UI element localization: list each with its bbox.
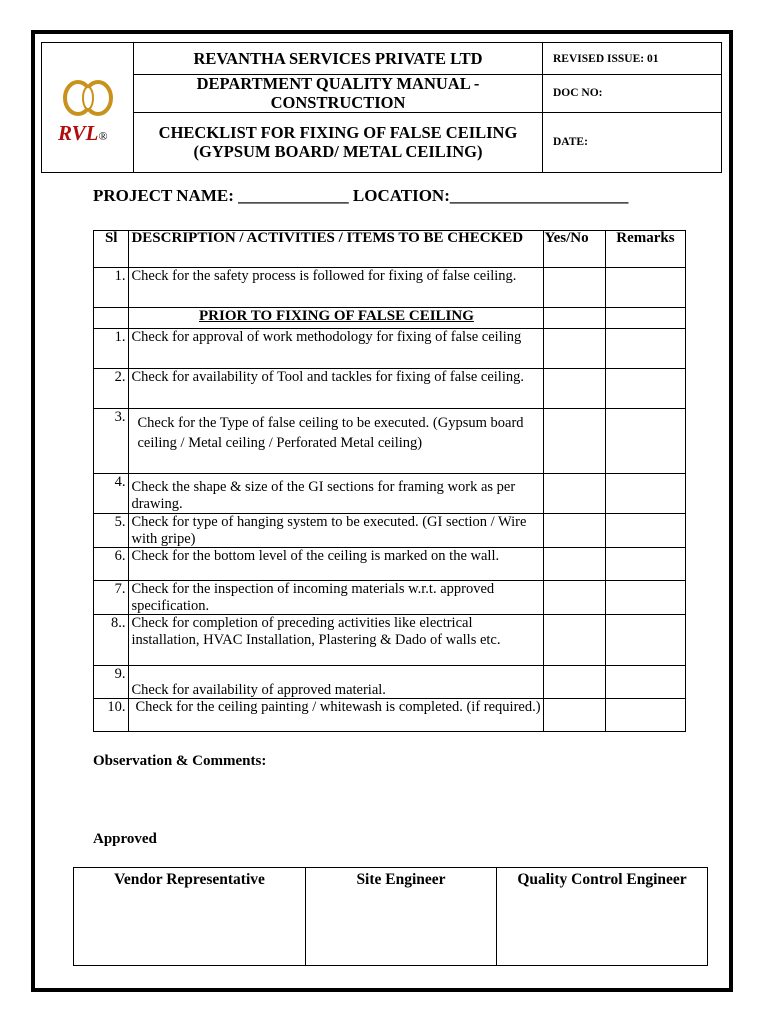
remarks-cell[interactable] — [605, 615, 685, 666]
yes-no-cell[interactable] — [544, 514, 605, 548]
yes-no-cell[interactable] — [544, 409, 605, 474]
signature-qc-engineer[interactable]: Quality Control Engineer — [497, 868, 708, 966]
approved-label: Approved — [93, 831, 157, 847]
section-row — [94, 308, 686, 329]
yes-no-cell[interactable] — [544, 369, 605, 409]
row-description: Check for the Type of false ceiling to be executed. (Gypsum board ceiling / Metal ceiling / Perforated Metal ceiling) — [129, 409, 544, 474]
section-title: PRIOR TO FIXING OF FALSE CEILING — [129, 308, 544, 329]
row-description: Check for the ceiling painting / whitewash is completed. (if required.) — [129, 699, 544, 732]
row-description: Check for the safety process is followed for fixing of false ceiling. — [129, 268, 544, 308]
company-logo-icon — [50, 77, 126, 119]
row-description: Check for availability of Tool and tackles for fixing of false ceiling. — [129, 369, 544, 409]
row-sl: 1. — [94, 329, 129, 369]
remarks-cell[interactable] — [605, 369, 685, 409]
manual-title: DEPARTMENT QUALITY MANUAL - CONSTRUCTION — [196, 74, 480, 112]
signature-table — [73, 867, 708, 966]
signature-site-engineer[interactable]: Site Engineer — [306, 868, 497, 966]
row-sl: 1. — [94, 268, 129, 308]
table-row — [94, 615, 686, 666]
table-row — [94, 329, 686, 369]
row-sl: 8.. — [94, 615, 129, 666]
row-sl: 2. — [94, 369, 129, 409]
table-row — [94, 474, 686, 514]
row-sl: 10. — [94, 699, 129, 732]
table-row — [94, 548, 686, 581]
table-row — [94, 699, 686, 732]
signature-vendor[interactable]: Vendor Representative — [74, 868, 306, 966]
table-row — [94, 409, 686, 474]
header-title-column — [134, 43, 543, 172]
remarks-cell[interactable] — [605, 329, 685, 369]
header-yes-no: Yes/No — [544, 231, 605, 268]
row-sl: 6. — [94, 548, 129, 581]
remarks-cell[interactable] — [605, 514, 685, 548]
table-row — [94, 666, 686, 699]
row-sl: 9. — [94, 666, 129, 699]
yes-no-cell[interactable] — [544, 615, 605, 666]
remarks-cell[interactable] — [605, 548, 685, 581]
row-sl: 3. — [94, 409, 129, 474]
remarks-cell[interactable] — [605, 268, 685, 308]
yes-no-cell[interactable] — [544, 581, 605, 615]
observation-label: Observation & Comments: — [93, 753, 267, 769]
row-description: Check for the inspection of incoming materials w.r.t. approved specification. — [129, 581, 544, 615]
yes-no-cell[interactable] — [544, 699, 605, 732]
remarks-cell[interactable] — [605, 474, 685, 514]
yes-no-cell[interactable] — [544, 548, 605, 581]
row-description: Check for type of hanging system to be executed. (GI section / Wire with gripe) — [129, 514, 544, 548]
company-name: REVANTHA SERVICES PRIVATE LTD — [193, 49, 483, 68]
header-sl: Sl — [94, 231, 129, 268]
row-sl: 7. — [94, 581, 129, 615]
checklist-title-line2: (GYPSUM BOARD/ METAL CEILING) — [193, 142, 483, 161]
row-description: Check for availability of approved material. — [129, 666, 544, 699]
doc-no: DOC NO: — [553, 87, 603, 99]
revised-issue: REVISED ISSUE: 01 — [553, 52, 659, 65]
yes-no-cell[interactable] — [544, 329, 605, 369]
table-row — [94, 581, 686, 615]
row-description: Check the shape & size of the GI sections for framing work as per drawing. — [129, 474, 544, 514]
remarks-cell[interactable] — [605, 409, 685, 474]
table-header-row — [94, 231, 686, 268]
logo-cell — [42, 43, 134, 172]
yes-no-cell[interactable] — [544, 474, 605, 514]
checklist-title — [134, 112, 542, 172]
table-row — [94, 369, 686, 409]
yes-no-cell[interactable] — [544, 268, 605, 308]
remarks-cell[interactable] — [605, 699, 685, 732]
yes-no-cell[interactable] — [544, 666, 605, 699]
project-location-line: PROJECT NAME: _____________ LOCATION:_____________________ — [93, 186, 629, 205]
document-header — [41, 42, 722, 173]
header-remarks: Remarks — [605, 231, 685, 268]
checklist-title-line1: CHECKLIST FOR FIXING OF FALSE CEILING — [158, 123, 518, 142]
date-field: DATE: — [553, 136, 588, 148]
table-row — [94, 268, 686, 308]
header-meta-column — [543, 43, 721, 172]
remarks-cell[interactable] — [605, 666, 685, 699]
table-row — [94, 514, 686, 548]
checklist-table — [93, 230, 686, 732]
header-description: DESCRIPTION / ACTIVITIES / ITEMS TO BE CHECKED — [129, 231, 544, 268]
row-description: Check for approval of work methodology for fixing of false ceiling — [129, 329, 544, 369]
row-description: Check for the bottom level of the ceiling is marked on the wall. — [129, 548, 544, 581]
row-sl: 4. — [94, 474, 129, 514]
remarks-cell[interactable] — [605, 581, 685, 615]
row-sl: 5. — [94, 514, 129, 548]
logo-wordmark: RVL® — [58, 121, 108, 145]
row-description: Check for completion of preceding activities like electrical installation, HVAC Installation, Plastering & Dado of walls etc. — [129, 615, 544, 666]
